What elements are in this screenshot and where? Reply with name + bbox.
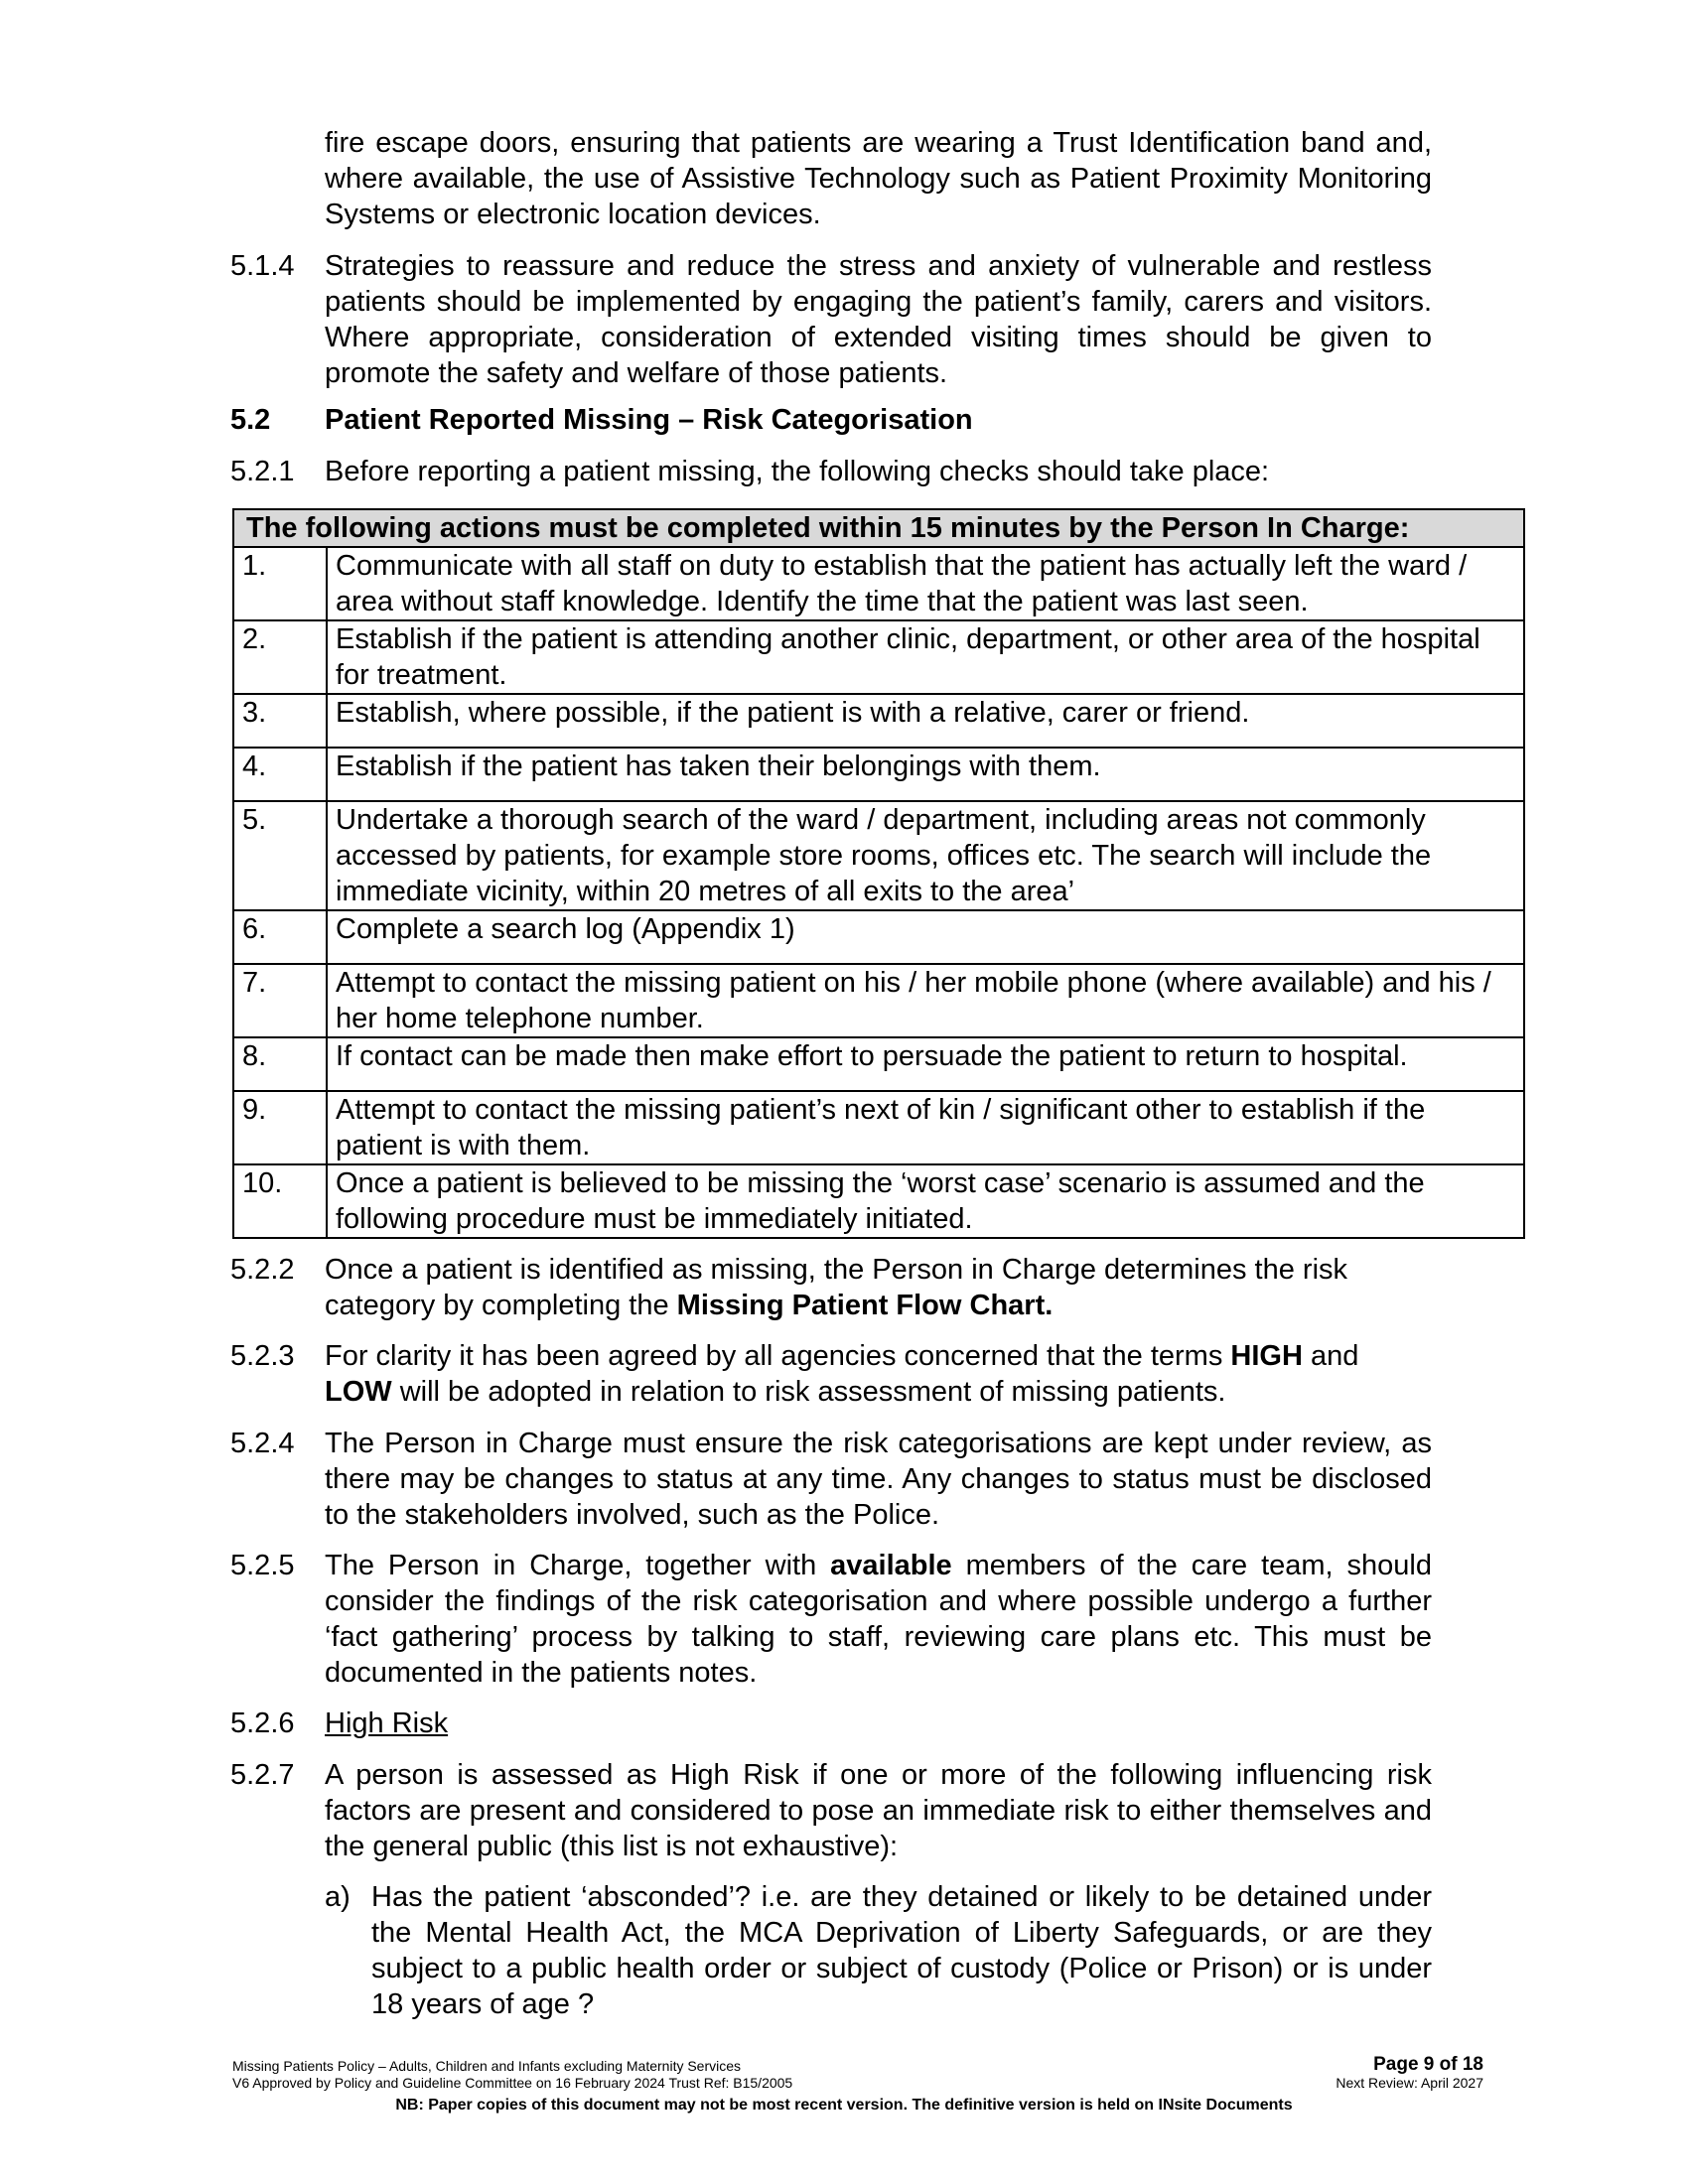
intro-continuation (230, 125, 1432, 232)
next-review: Next Review: April 2027 (1336, 2075, 1483, 2091)
checks-table-header: The following actions must be completed within 15 minutes by the Person In Charge: (233, 509, 1524, 547)
row-text: Once a patient is believed to be missing the ‘worst case’ scenario is assumed and the following procedure must be immediately initiated. (327, 1164, 1524, 1238)
section-number: 5.2.2 (230, 1254, 295, 1286)
row-number: 4. (233, 748, 327, 801)
section-number: 5.2.1 (230, 456, 295, 487)
row-number: 10. (233, 1164, 327, 1238)
section-text (325, 1548, 1432, 1691)
footer-right (1336, 2055, 1483, 2093)
section-text-part: and (1302, 1340, 1359, 1372)
footer-policy-title: Missing Patients Policy – Adults, Children and Infants excluding Maternity Services (232, 2058, 742, 2074)
section-text: A person is assessed as High Risk if one or more of the following influencing risk factors are present and considered to pose an immediate risk to either themselves and the general public (this list is not exhaustive): (325, 1759, 1432, 1862)
footer-approval: V6 Approved by Policy and Guideline Committee on 16 February 2024 Trust Ref: B15/2005 (232, 2075, 793, 2091)
section-text (325, 1338, 1432, 1410)
section-text-part: will be adopted in relation to risk assessment of missing patients. (391, 1376, 1226, 1408)
section-number: 5.2.6 (230, 1707, 295, 1739)
row-text: Attempt to contact the missing patient on his / her mobile phone (where available) and his / her home telephone number. (327, 964, 1524, 1037)
section-text: Strategies to reassure and reduce the stress and anxiety of vulnerable and restless patients should be implemented by engaging the patient’s family, carers and visitors. Where appropriate, consideration of extended visiting times should be given to promote the safety and welfare of those patients. (325, 250, 1432, 389)
list-item-a (325, 1879, 1432, 2022)
section-number: 5.2.5 (230, 1550, 295, 1581)
section-5-2-1 (230, 454, 1432, 489)
table-row (233, 620, 1524, 694)
row-number: 7. (233, 964, 327, 1037)
section-number: 5.1.4 (230, 250, 295, 282)
table-row (233, 910, 1524, 964)
section-5-2-2 (230, 1252, 1432, 1323)
row-number: 8. (233, 1037, 327, 1091)
table-row (233, 964, 1524, 1037)
row-text: Establish, where possible, if the patient is with a relative, carer or friend. (327, 694, 1524, 748)
section-text (325, 1252, 1432, 1323)
row-text: Attempt to contact the missing patient’s next of kin / significant other to establish if the patient is with them. (327, 1091, 1524, 1164)
section-text-part: The Person in Charge, together with (325, 1550, 831, 1581)
section-text: The Person in Charge must ensure the risk categorisations are kept under review, as there may be changes to status at any time. Any changes to status must be disclosed to the stakeholders involved, such as the Police. (325, 1428, 1432, 1531)
table-row (233, 748, 1524, 801)
row-number: 9. (233, 1091, 327, 1164)
section-number: 5.2.3 (230, 1340, 295, 1372)
section-number: 5.2 (230, 404, 271, 436)
row-number: 1. (233, 547, 327, 620)
table-row (233, 547, 1524, 620)
row-text: Undertake a thorough search of the ward / department, including areas not commonly accessed by patients, for example store rooms, offices etc. The search will include the immediate vicinity, within 20 metres of all exits to the area’ (327, 801, 1524, 910)
section-5-2-3 (230, 1338, 1432, 1410)
list-letter: a) (325, 1881, 351, 1913)
section-5-2-5 (230, 1548, 1432, 1691)
row-text: Establish if the patient has taken their belongings with them. (327, 748, 1524, 801)
flow-chart-reference: Missing Patient Flow Chart. (676, 1290, 1054, 1321)
table-row (233, 1164, 1524, 1238)
page-number: Page 9 of 18 (1373, 2054, 1483, 2075)
table-row (233, 801, 1524, 910)
row-number: 2. (233, 620, 327, 694)
section-5-2-4 (230, 1426, 1432, 1533)
checks-table-header-row (233, 509, 1524, 547)
table-row (233, 1037, 1524, 1091)
row-text: If contact can be made then make effort to persuade the patient to return to hospital. (327, 1037, 1524, 1091)
intro-continuation-text: fire escape doors, ensuring that patients are wearing a Trust Identification band and, where available, the use of Assistive Technology such as Patient Proximity Monitoring Systems or electronic location devices. (325, 127, 1432, 230)
footer-note: NB: Paper copies of this document may not be most recent version. The definitive version is held on INsite Documents (395, 2097, 1293, 2114)
table-row (233, 694, 1524, 748)
emphasis-available: available (830, 1550, 952, 1581)
section-text-part: Once a patient is identified as missing, the Person in Charge determines the risk category by completing the (325, 1254, 1348, 1321)
section-5-2-7 (230, 1757, 1432, 1864)
section-text-part: For clarity it has been agreed by all agencies concerned that the terms (325, 1340, 1231, 1372)
term-high: HIGH (1230, 1340, 1303, 1372)
section-5-2-6 (230, 1706, 1432, 1741)
high-risk-subheading: High Risk (325, 1707, 449, 1739)
section-title: Patient Reported Missing – Risk Categorisation (325, 404, 973, 436)
row-text: Complete a search log (Appendix 1) (327, 910, 1524, 964)
section-text (325, 1706, 1432, 1741)
section-number: 5.2.4 (230, 1428, 295, 1459)
term-low: LOW (325, 1376, 392, 1408)
section-text-part: members of the care team, should consider the findings of the risk categorisation and where possible undergo a further ‘fact gathering’ process by talking to staff, reviewing care plans etc. This must be documented in the patients notes. (325, 1550, 1432, 1689)
row-text: Communicate with all staff on duty to establish that the patient has actually left the ward / area without staff knowledge. Identify the time that the patient was last seen. (327, 547, 1524, 620)
section-5-2-heading (230, 402, 1432, 438)
section-text: Before reporting a patient missing, the following checks should take place: (325, 456, 1270, 487)
row-number: 5. (233, 801, 327, 910)
row-number: 3. (233, 694, 327, 748)
section-number: 5.2.7 (230, 1759, 295, 1791)
list-text: Has the patient ‘absconded’? i.e. are they detained or likely to be detained under the Mental Health Act, the MCA Deprivation of Liberty Safeguards, or are they subject to a public health order or subject of custody (Police or Prison) or is under 18 years of age ? (371, 1881, 1432, 2020)
row-number: 6. (233, 910, 327, 964)
checks-table (232, 508, 1525, 1239)
table-row (233, 1091, 1524, 1164)
row-text: Establish if the patient is attending another clinic, department, or other area of the hospital for treatment. (327, 620, 1524, 694)
footer-left (232, 2058, 792, 2092)
section-5-1-4 (230, 248, 1432, 391)
